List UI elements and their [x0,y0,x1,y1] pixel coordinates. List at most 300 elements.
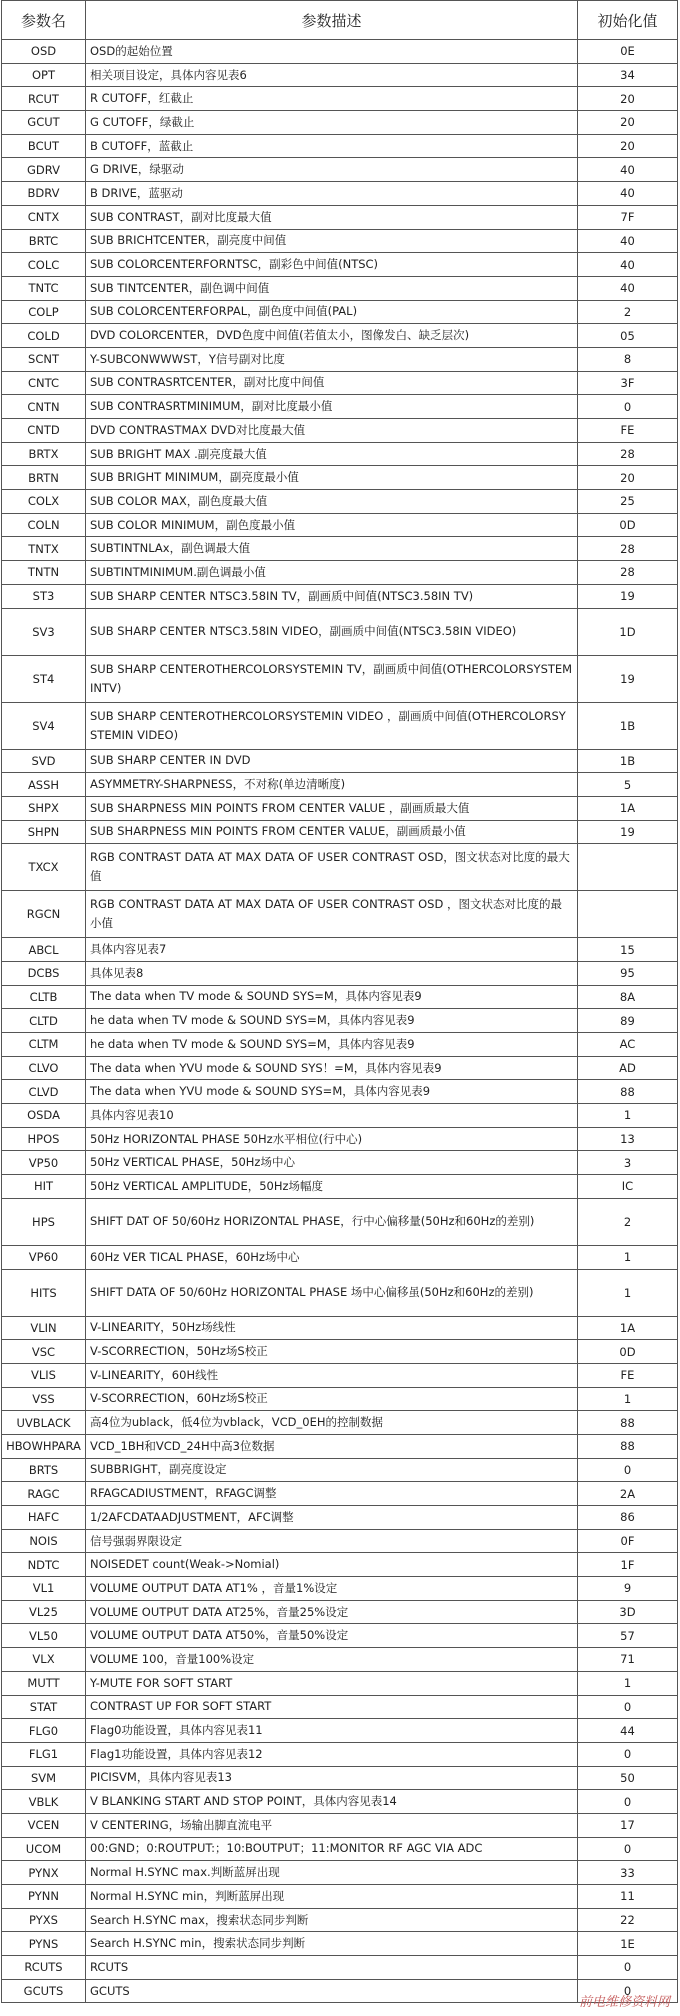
param-description: SUB COLORCENTERFORPAL，副色度中间值(PAL) [86,300,578,324]
param-code: RCUTS [2,1956,86,1980]
param-description: V-LINEARITY，50Hz场线性 [86,1316,578,1340]
param-init-value: 1F [578,1553,678,1577]
param-description: SHIFT DAT OF 50/60Hz HORIZONTAL PHASE，行中心偏移量(50Hz和60Hz的差别) [86,1198,578,1245]
param-init-value: 44 [578,1719,678,1743]
param-description: R CUTOFF，红截止 [86,87,578,111]
param-code: CNTX [2,205,86,229]
param-init-value: 40 [578,182,678,206]
table-row [2,1245,678,1269]
param-init-value: 1D [578,608,678,655]
param-code: SV3 [2,608,86,655]
param-code: VLIS [2,1363,86,1387]
param-description: SUBTINTNLAx，副色调最大值 [86,537,578,561]
table-row [2,796,678,820]
param-init-value: 1E [578,1932,678,1956]
param-init-value: FE [578,1363,678,1387]
param-init-value: 1 [578,1269,678,1316]
table-row [2,1411,678,1435]
table-row [2,324,678,348]
param-description: SUB COLOR MINIMUM，副色度最小值 [86,513,578,537]
param-description: G DRIVE，绿驱动 [86,158,578,182]
param-init-value: 33 [578,1861,678,1885]
table-row [2,111,678,135]
param-description: The data when TV mode & SOUND SYS=M，具体内容见表9 [86,985,578,1009]
param-description: SUB SHARPNESS MIN POINTS FROM CENTER VALUE ，副画质最大值 [86,796,578,820]
table-row [2,1175,678,1199]
table-row [2,1695,678,1719]
param-init-value: 3D [578,1600,678,1624]
param-init-value: 86 [578,1506,678,1530]
param-description: 具体内容见表7 [86,938,578,962]
table-row [2,1742,678,1766]
table-row [2,702,678,749]
param-description: CONTRAST UP FOR SOFT START [86,1695,578,1719]
param-code: SHPN [2,820,86,844]
param-code: COLC [2,253,86,277]
param-code: CLTB [2,985,86,1009]
param-init-value: 34 [578,63,678,87]
table-row [2,1127,678,1151]
param-init-value: 1A [578,796,678,820]
param-code: VP50 [2,1151,86,1175]
param-description: SUB SHARP CENTER NTSC3.58IN TV，副画质中间值(NTSC3.58IN TV) [86,584,578,608]
table-row [2,1932,678,1956]
param-init-value: 57 [578,1624,678,1648]
table-row [2,1316,678,1340]
param-description: Flag0功能设置，具体内容见表11 [86,1719,578,1743]
table-row [2,1813,678,1837]
table-row [2,1033,678,1057]
param-description: V-LINEARITY，60H线性 [86,1363,578,1387]
param-description: 具体内容见表10 [86,1104,578,1128]
param-init-value: 0 [578,395,678,419]
param-init-value [578,891,678,938]
param-init-value: 0D [578,1340,678,1364]
param-code: PYNN [2,1885,86,1909]
param-init-value: 17 [578,1813,678,1837]
table-row [2,1956,678,1980]
table-row [2,40,678,64]
param-init-value: 0 [578,1956,678,1980]
param-description: SUB BRIGHT MAX .副亮度最大值 [86,442,578,466]
param-code: PYNX [2,1861,86,1885]
table-row [2,1482,678,1506]
table-row [2,1671,678,1695]
table-row [2,1577,678,1601]
param-code: CNTD [2,419,86,443]
param-init-value: 1 [578,1104,678,1128]
param-init-value: 20 [578,111,678,135]
table-row [2,466,678,490]
param-init-value: 28 [578,537,678,561]
table-row [2,1600,678,1624]
param-description: VCD_1BH和VCD_24H中高3位数据 [86,1434,578,1458]
table-row [2,347,678,371]
table-row [2,1151,678,1175]
table-row [2,1719,678,1743]
param-code: SCNT [2,347,86,371]
param-code: OSD [2,40,86,64]
table-row [2,513,678,537]
param-code: OPT [2,63,86,87]
param-description: Y-MUTE FOR SOFT START [86,1671,578,1695]
table-row [2,134,678,158]
table-row [2,63,678,87]
param-code: COLD [2,324,86,348]
param-description: SUBTINTMINIMUM.副色调最小值 [86,561,578,585]
param-code: MUTT [2,1671,86,1695]
param-init-value: 40 [578,276,678,300]
param-init-value: 1A [578,1316,678,1340]
param-code: OSDA [2,1104,86,1128]
param-description: VOLUME OUTPUT DATA AT1% ，音量1%设定 [86,1577,578,1601]
table-row [2,561,678,585]
param-code: HIT [2,1175,86,1199]
param-code: CLTM [2,1033,86,1057]
param-init-value: 40 [578,158,678,182]
watermark: 前电维修资料网 [578,1995,670,2010]
param-init-value: 20 [578,466,678,490]
param-code: VL25 [2,1600,86,1624]
param-code: ASSH [2,773,86,797]
param-code: SV4 [2,702,86,749]
param-init-value: 19 [578,655,678,702]
param-code: PYNS [2,1932,86,1956]
param-description: he data when TV mode & SOUND SYS=M，具体内容见表9 [86,1033,578,1057]
param-init-value: 2 [578,300,678,324]
param-description: RGB CONTRAST DATA AT MAX DATA OF USER CONTRAST OSD ，图文状态对比度的最小值 [86,891,578,938]
param-description: V-SCORRECTION，60Hz场S校正 [86,1387,578,1411]
table-row [2,537,678,561]
param-description: PICISVM，具体内容见表13 [86,1766,578,1790]
table-row [2,891,678,938]
param-code: VP60 [2,1245,86,1269]
param-init-value: 0 [578,1790,678,1814]
param-description: The data when YVU mode & SOUND SYS=M，具体内容见表9 [86,1080,578,1104]
table-row [2,1434,678,1458]
param-description: DVD CONTRASTMAX DVD对比度最大值 [86,419,578,443]
param-description: 00:GND；0:ROUTPUT:；10:BOUTPUT；11:MONITOR RF AGC VIA ADC [86,1837,578,1861]
param-code: STAT [2,1695,86,1719]
param-init-value: 95 [578,961,678,985]
param-code: NOIS [2,1529,86,1553]
param-description: V CENTERING，场输出脚直流电平 [86,1813,578,1837]
table-header-row [2,1,678,40]
param-init-value: AD [578,1056,678,1080]
param-description: 60Hz VER TICAL PHASE，60Hz场中心 [86,1245,578,1269]
header-param-desc: 参数描述 [86,1,578,40]
table-row [2,1529,678,1553]
param-init-value: 05 [578,324,678,348]
param-description: SUB SHARP CENTEROTHERCOLORSYSTEMIN TV，副画质中间值(OTHERCOLORSYSTEMINTV) [86,655,578,702]
param-code: TNTC [2,276,86,300]
param-code: SVD [2,749,86,773]
table-row [2,276,678,300]
param-code: RAGC [2,1482,86,1506]
table-row [2,1009,678,1033]
param-init-value: 89 [578,1009,678,1033]
param-code: FLG1 [2,1742,86,1766]
param-init-value: 88 [578,1411,678,1435]
param-description: 具体见表8 [86,961,578,985]
param-description: NOISEDET count(Weak->Nomial) [86,1553,578,1577]
param-init-value: 8A [578,985,678,1009]
param-code: GCUT [2,111,86,135]
param-description: V-SCORRECTION，50Hz场S校正 [86,1340,578,1364]
param-description: SUBBRIGHT，副亮度设定 [86,1458,578,1482]
param-init-value: 1B [578,749,678,773]
param-description: SUB SHARP CENTER NTSC3.58IN VIDEO，副画质中间值(NTSC3.58IN VIDEO) [86,608,578,655]
param-code: FLG0 [2,1719,86,1743]
table-row [2,1908,678,1932]
param-code: VL50 [2,1624,86,1648]
param-code: ABCL [2,938,86,962]
param-init-value: 19 [578,584,678,608]
table-row [2,961,678,985]
table-row [2,1861,678,1885]
table-row [2,253,678,277]
param-description: 50Hz HORIZONTAL PHASE 50Hz水平相位(行中心) [86,1127,578,1151]
param-code: HBOWHPARA [2,1434,86,1458]
param-description: Flag1功能设置，具体内容见表12 [86,1742,578,1766]
table-row [2,87,678,111]
param-code: COLP [2,300,86,324]
param-description: SUB BRICHTCENTER，副亮度中间值 [86,229,578,253]
param-description: SUB SHARPNESS MIN POINTS FROM CENTER VALUE，副画质最小值 [86,820,578,844]
table-row [2,655,678,702]
param-init-value: FE [578,419,678,443]
param-init-value: 0 [578,1695,678,1719]
param-code: SHPX [2,796,86,820]
param-code: HAFC [2,1506,86,1530]
table-row [2,442,678,466]
param-init-value: 19 [578,820,678,844]
param-description: SHIFT DATA OF 50/60Hz HORIZONTAL PHASE 场中心偏移虽(50Hz和60Hz的差别) [86,1269,578,1316]
table-row [2,158,678,182]
param-init-value: 0F [578,1529,678,1553]
param-init-value: 3F [578,371,678,395]
param-init-value: 71 [578,1648,678,1672]
parameter-table [1,0,678,2003]
param-init-value: 88 [578,1434,678,1458]
table-row [2,985,678,1009]
param-init-value: 5 [578,773,678,797]
table-row [2,749,678,773]
param-code: RCUT [2,87,86,111]
param-code: BRTX [2,442,86,466]
table-row [2,1837,678,1861]
table-row [2,1885,678,1909]
param-description: he data when TV mode & SOUND SYS=M，具体内容见表9 [86,1009,578,1033]
param-description: 信号强弱界限设定 [86,1529,578,1553]
param-code: BRTN [2,466,86,490]
param-description: V BLANKING START AND STOP POINT，具体内容见表14 [86,1790,578,1814]
param-init-value: 0 [578,1837,678,1861]
param-code: DCBS [2,961,86,985]
param-code: VBLK [2,1790,86,1814]
table-row [2,395,678,419]
param-description: 50Hz VERTICAL PHASE，50Hz场中心 [86,1151,578,1175]
param-code: BRTS [2,1458,86,1482]
param-code: HPS [2,1198,86,1245]
table-row [2,1624,678,1648]
param-code: VSS [2,1387,86,1411]
param-init-value: 22 [578,1908,678,1932]
param-init-value: 20 [578,134,678,158]
param-init-value: 2 [578,1198,678,1245]
param-description: 1/2AFCDATAADJUSTMENT，AFC调整 [86,1506,578,1530]
param-code: BRTC [2,229,86,253]
param-code: VLIN [2,1316,86,1340]
table-row [2,1790,678,1814]
param-init-value [578,844,678,891]
table-row [2,1766,678,1790]
param-init-value: 3 [578,1151,678,1175]
param-description: Search H.SYNC max，搜索状态同步判断 [86,1908,578,1932]
param-code: VLX [2,1648,86,1672]
param-description: SUB BRIGHT MINIMUM，副亮度最小值 [86,466,578,490]
param-init-value: 0E [578,40,678,64]
table-row [2,584,678,608]
param-description: RFAGCADIUSTMENT，RFAGC调整 [86,1482,578,1506]
param-init-value: 25 [578,490,678,514]
table-row [2,1056,678,1080]
param-description: SUB SHARP CENTEROTHERCOLORSYSTEMIN VIDEO ，副画质中间值(OTHERCOLORSYSTEMIN VIDEO) [86,702,578,749]
param-init-value: 1 [578,1387,678,1411]
param-init-value: 88 [578,1080,678,1104]
table-row [2,419,678,443]
param-init-value: 9 [578,1577,678,1601]
table-row [2,1553,678,1577]
param-description: SUB CONTRAST，副对比度最大值 [86,205,578,229]
param-init-value: IC [578,1175,678,1199]
table-row [2,1387,678,1411]
param-code: UVBLACK [2,1411,86,1435]
param-code: NDTC [2,1553,86,1577]
param-description: SUB COLORCENTERFORNTSC，副彩色中间值(NTSC) [86,253,578,277]
param-code: ST4 [2,655,86,702]
param-description: SUB TINTCENTER，副色调中间值 [86,276,578,300]
param-description: SUB COLOR MAX，副色度最大值 [86,490,578,514]
param-description: B CUTOFF，蓝截止 [86,134,578,158]
param-code: VCEN [2,1813,86,1837]
table-row [2,1104,678,1128]
param-description: The data when YVU mode & SOUND SYS！=M，具体内容见表9 [86,1056,578,1080]
table-row [2,1269,678,1316]
param-init-value: 40 [578,253,678,277]
param-code: CLVO [2,1056,86,1080]
param-code: COLX [2,490,86,514]
param-init-value: 0 [578,1458,678,1482]
param-code: CNTN [2,395,86,419]
table-row [2,490,678,514]
param-code: BDRV [2,182,86,206]
param-init-value: 7F [578,205,678,229]
param-code: BCUT [2,134,86,158]
param-code: GCUTS [2,1979,86,2003]
table-row [2,182,678,206]
param-description: 相关项目设定，具体内容见表6 [86,63,578,87]
param-description: Normal H.SYNC min，判断蓝屏出现 [86,1885,578,1909]
param-init-value: 1 [578,1671,678,1695]
table-row [2,773,678,797]
table-row [2,1363,678,1387]
param-code: COLN [2,513,86,537]
param-description: GCUTS [86,1979,578,2003]
table-row [2,844,678,891]
param-init-value: 1 [578,1245,678,1269]
param-init-value: 2A [578,1482,678,1506]
table-row [2,1458,678,1482]
table-row [2,1506,678,1530]
param-description: Y-SUBCONWWWST，Y信号副对比度 [86,347,578,371]
table-row [2,205,678,229]
param-code: TNTX [2,537,86,561]
param-code: CNTC [2,371,86,395]
param-description: VOLUME 100，音量100%设定 [86,1648,578,1672]
param-init-value: 0 [578,1979,678,2003]
param-description: SUB CONTRASRTMINIMUM，副对比度最小值 [86,395,578,419]
param-code: SVM [2,1766,86,1790]
param-init-value: 28 [578,561,678,585]
param-code: TXCX [2,844,86,891]
param-description: Search H.SYNC min，搜索状态同步判断 [86,1932,578,1956]
param-init-value: 0D [578,513,678,537]
param-code: HITS [2,1269,86,1316]
param-description: VOLUME OUTPUT DATA AT50%，音量50%设定 [86,1624,578,1648]
param-code: CLTD [2,1009,86,1033]
param-code: RGCN [2,891,86,938]
param-code: ST3 [2,584,86,608]
param-code: CLVD [2,1080,86,1104]
param-init-value: 1B [578,702,678,749]
param-description: ASYMMETRY-SHARPNESS，不对称(单边清晰度) [86,773,578,797]
param-description: B DRIVE，蓝驱动 [86,182,578,206]
param-code: HPOS [2,1127,86,1151]
table-row [2,300,678,324]
param-code: VSC [2,1340,86,1364]
param-init-value: 0 [578,1742,678,1766]
header-param-name: 参数名 [2,1,86,40]
param-init-value: 8 [578,347,678,371]
table-row [2,1340,678,1364]
param-init-value: 50 [578,1766,678,1790]
table-body [2,40,678,2003]
param-description: 50Hz VERTICAL AMPLITUDE，50Hz场幅度 [86,1175,578,1199]
param-description: SUB CONTRASRTCENTER，副对比度中间值 [86,371,578,395]
param-description: OSD的起始位置 [86,40,578,64]
table-row [2,1080,678,1104]
table-row [2,1648,678,1672]
param-description: RCUTS [86,1956,578,1980]
param-description: RGB CONTRAST DATA AT MAX DATA OF USER CONTRAST OSD，图文状态对比度的最大值 [86,844,578,891]
param-description: SUB SHARP CENTER IN DVD [86,749,578,773]
param-code: UCOM [2,1837,86,1861]
table-row [2,608,678,655]
table-row [2,1979,678,2003]
header-init-value: 初始化值 [578,1,678,40]
table-row [2,1198,678,1245]
param-code: GDRV [2,158,86,182]
param-init-value: 13 [578,1127,678,1151]
table-row [2,371,678,395]
param-description: VOLUME OUTPUT DATA AT25%，音量25%设定 [86,1600,578,1624]
param-init-value: 20 [578,87,678,111]
param-init-value: 15 [578,938,678,962]
param-description: Normal H.SYNC max.判断蓝屏出现 [86,1861,578,1885]
table-row [2,229,678,253]
param-description: 高4位为ublack，低4位为vblack，VCD_0EH的控制数据 [86,1411,578,1435]
